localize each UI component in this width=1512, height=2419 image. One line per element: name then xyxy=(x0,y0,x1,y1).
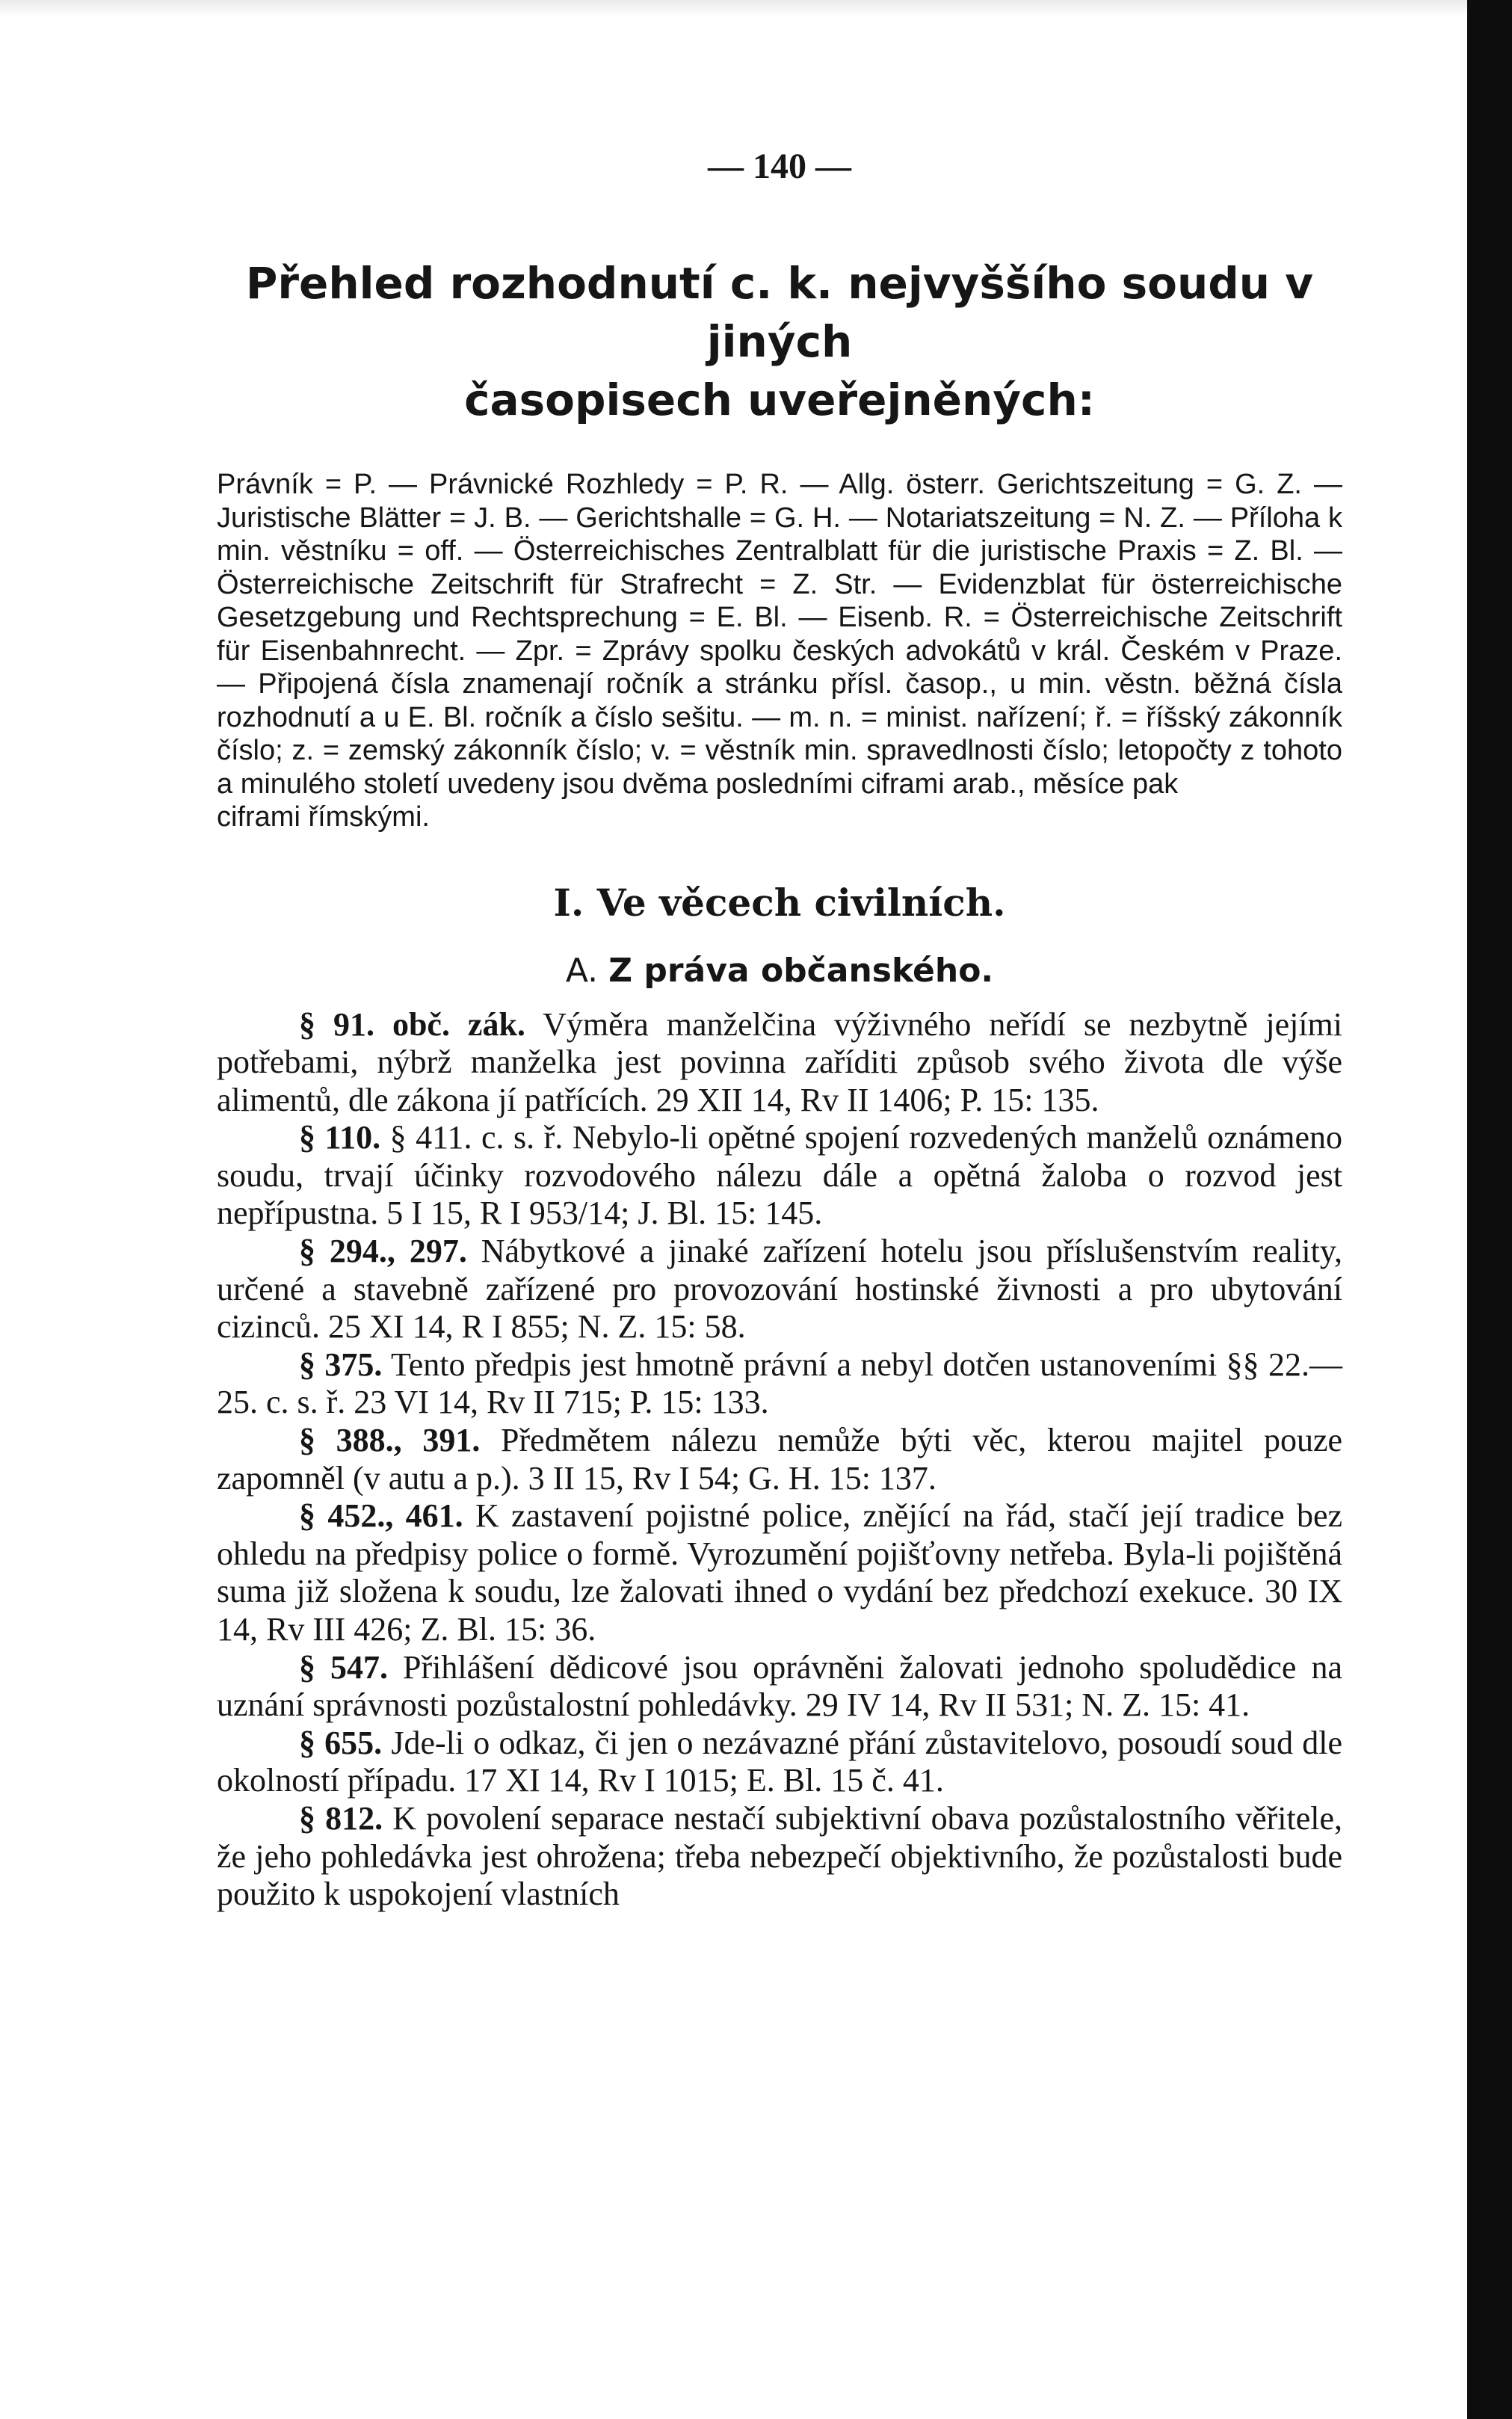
entry-91 xyxy=(217,1006,1342,1120)
entry-ref: § 110. xyxy=(299,1119,381,1156)
heading-line-2: časopisech uveřejněných: xyxy=(464,375,1095,425)
entry-ref: § 375. xyxy=(299,1346,383,1383)
entry-ref: § 655. xyxy=(299,1724,383,1761)
entry-ref: § 547. xyxy=(299,1648,389,1686)
entry-text: Tento předpis jest hmotně právní a nebyl dotčen ustanoveními §§ 22.—25. c. s. ř. 23 VI 14, Rv II 715; P. 15: 133. xyxy=(217,1346,1342,1421)
subsection-prefix: A. xyxy=(565,951,599,990)
entry-ref: § 388., 391. xyxy=(299,1422,481,1459)
entry-text: Jde-li o odkaz, či jen o nezávazné přání zůstavitelovo, posoudí soud dle okolností případu. 17 XI 14, Rv I 1015; E. Bl. 15 č. 41. xyxy=(217,1724,1343,1799)
entry-text: Výměra manželčina výživného neřídí se nezbytně jejími potřebami, nýbrž manželka jest povinna zaříditi způsob svého života dle výše alimentů, dle zákona jí patřících. 29 XII 14, Rv II 1406; P. 15: 135. xyxy=(217,1005,1342,1118)
entry-text: K zastavení pojistné police, znějící na řád, stačí její tradice bez ohledu na předpisy police o formě. Vyrozumění pojišťovny netřeba. Byla-li pojištěná suma již složena k soudu, lze žalovati ihned o vydání bez předchozí exekuce. 30 IX 14, Rv III 426; Z. Bl. 15: 36. xyxy=(217,1497,1342,1648)
entry-text: Přihlášení dědicové jsou oprávněni žalovati jednoho spoludědice na uznání správnosti pozůstalostní pohledávky. 29 IV 14, Rv II 531; N. Z. 15: 41. xyxy=(217,1648,1343,1724)
entry-388 xyxy=(217,1422,1342,1497)
heading-line-1: Přehled rozhodnutí c. k. nejvyššího soudu v jiných xyxy=(245,258,1314,367)
entry-text: Předmětem nálezu nemůže býti věc, kterou majitel pouze zapomněl (v autu a p.). 3 II 15, Rv I 54; G. H. 15: 137. xyxy=(217,1422,1343,1497)
section-title: I. Ve věcech civilních. xyxy=(553,880,1006,925)
entry-547 xyxy=(217,1649,1342,1725)
entry-text: K povolení separace nestačí subjektivní obava pozůstalostního věřitele, že jeho pohledávka jest ohrožena; třeba nebezpečí objektivního, že pozůstalosti bude použito k uspokojení vlastních xyxy=(217,1799,1343,1913)
entry-110 xyxy=(217,1119,1342,1233)
entry-ref: § 452., 461. xyxy=(299,1497,463,1535)
entry-text: Nábytkové a jinaké zařízení hotelu jsou příslušenstvím reality, určené a stavebně zařízené pro provozování hostinské živnosti a pro ubytování cizinců. 25 XI 14, R I 855; N. Z. 15: 58. xyxy=(217,1233,1343,1346)
entry-452 xyxy=(217,1497,1342,1648)
entry-655 xyxy=(217,1725,1342,1800)
entry-294 xyxy=(217,1233,1342,1346)
entry-text: § 411. c. s. ř. Nebylo-li opětné spojení rozvedených manželů oznámeno soudu, trvají účinky rozvodového nálezu dále a opětná žaloba o rozvod jest nepřípustna. 5 I 15, R I 953/14; J. Bl. 15: 145. xyxy=(217,1119,1343,1232)
subsection-name: Z práva občanského. xyxy=(608,951,994,990)
page-heading xyxy=(217,254,1342,429)
page-top-shadow xyxy=(0,0,1512,16)
subsection-title xyxy=(217,952,1342,990)
entry-ref: § 294., 297. xyxy=(299,1233,467,1270)
entry-ref: § 812. xyxy=(299,1799,383,1837)
scan-dark-edge xyxy=(1467,0,1512,2419)
entry-812 xyxy=(217,1800,1342,1914)
document-page xyxy=(217,146,1342,1914)
entry-ref: § 91. obč. zák. xyxy=(299,1005,525,1043)
page-number: — 140 — xyxy=(708,147,851,186)
legend-last-line: ciframi římskými. xyxy=(217,801,430,833)
abbreviation-legend xyxy=(217,468,1342,834)
legend-text: Právník = P. — Právnické Rozhledy = P. R. — Allg. österr. Gerichtszeitung = G. Z. — Juristische Blätter = J. B. — Gerichtshalle = G. H. — Notariatszeitung = N. Z. — Příloha k min. věstníku = off. — Österreichisches Zentralblatt für die juristische Praxis = Z. Bl. — Österreichische Zeitschrift für Strafrecht = Z. Str. — Evidenzblat für österreichische Gesetzgebung und Rechtsprechung = E. Bl. — Eisenb. R. = Österreichische Zeitschrift für Eisenbahnrecht. — Zpr. = Zprávy spolku českých advokátů v král. Českém v Praze. — Připojená čísla znamenají ročník a stránku přísl. časop., u min. věstn. běžná čísla rozhodnutí a u E. Bl. ročník a číslo sešitu. — m. n. = minist. nařízení; ř. = říšský zákonník číslo; z. = zemský zákonník číslo; v. = věstník min. spravedlnosti číslo; letopočty z tohoto a minulého století uvedeny jsou dvěma posledními ciframi arab., měsíce pak xyxy=(217,469,1342,800)
entry-375 xyxy=(217,1346,1342,1422)
